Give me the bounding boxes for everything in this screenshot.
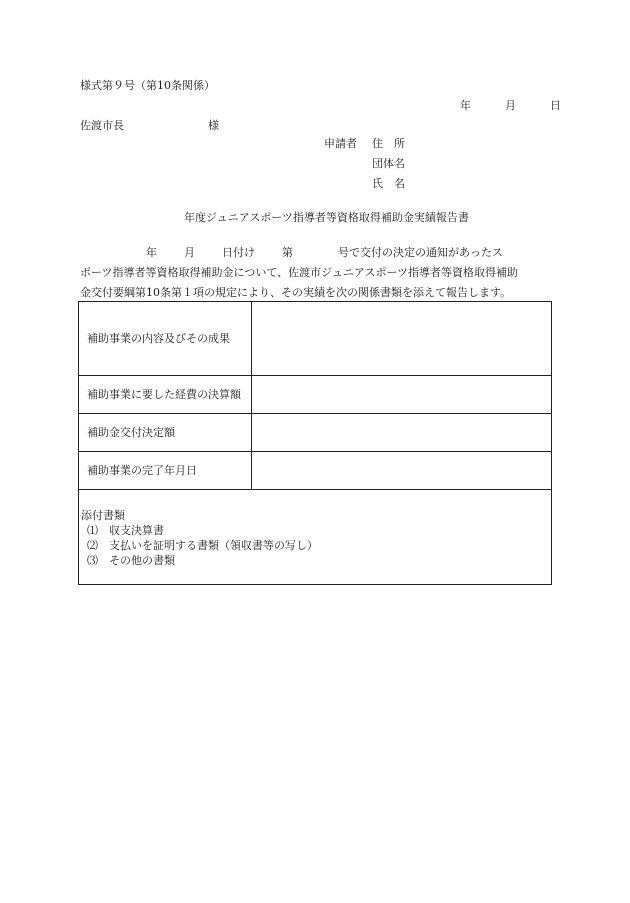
applicant-organization-label: 団体名 — [372, 157, 405, 170]
attachment-text: 収支決算書 — [109, 524, 164, 537]
attachments-title: 添付書類 — [81, 509, 125, 522]
row-value-completion-date[interactable] — [252, 452, 552, 490]
table-row — [79, 302, 552, 376]
list-item — [81, 523, 551, 538]
table-row — [79, 452, 552, 490]
addressee-honorific: 様 — [208, 119, 219, 132]
body-line-1-text: 号で交付の決定の通知があったス — [338, 246, 503, 259]
applicant-address-label: 住 所 — [372, 137, 405, 150]
report-body — [80, 246, 550, 306]
body-day: 日付け — [222, 246, 255, 259]
attachments-cell — [79, 490, 552, 585]
body-line-2: ポーツ指導者等資格取得補助金について、佐渡市ジュニアスポーツ指導者等資格取得補助 — [80, 266, 519, 279]
body-year: 年 — [146, 246, 157, 259]
row-value-grant-amount[interactable] — [252, 414, 552, 452]
body-line-1 — [80, 246, 550, 266]
body-number-prefix: 第 — [282, 246, 293, 259]
form-number-heading: 様式第９号（第10条関係） — [80, 79, 215, 92]
row-value-content-results[interactable] — [252, 302, 552, 376]
submission-date — [460, 99, 561, 112]
report-table — [78, 301, 552, 585]
table-row — [79, 414, 552, 452]
row-label-completion-date: 補助事業の完了年月日 — [79, 452, 252, 490]
list-item — [81, 538, 551, 553]
attachment-text: その他の書類 — [109, 554, 175, 567]
body-month: 月 — [184, 246, 195, 259]
attachment-number: ⑴ — [87, 524, 98, 537]
attachment-number: ⑵ — [87, 539, 98, 552]
applicant-block — [324, 137, 405, 197]
row-label-grant-amount: 補助金交付決定額 — [79, 414, 252, 452]
document-title: 年度ジュニアスポーツ指導者等資格取得補助金実績報告書 — [184, 211, 469, 224]
attachments-list — [79, 506, 551, 568]
attachment-text: 支払いを証明する書類（領収書等の写し） — [109, 539, 318, 552]
attachment-number: ⑶ — [87, 554, 98, 567]
date-day-label: 日 — [550, 99, 561, 112]
body-line-3: 金交付要綱第10条第１項の規定により、その実績を次の関係書類を添えて報告します。 — [80, 286, 512, 299]
applicant-label: 申請者 — [324, 137, 357, 150]
table-row — [79, 376, 552, 414]
addressee — [80, 119, 219, 132]
table-row — [79, 490, 552, 585]
applicant-name-label: 氏 名 — [372, 177, 405, 190]
date-year-label: 年 — [460, 99, 471, 112]
list-item — [81, 553, 551, 568]
addressee-name: 佐渡市長 — [80, 119, 124, 132]
row-value-expenses[interactable] — [252, 376, 552, 414]
row-label-expenses: 補助事業に要した経費の決算額 — [79, 376, 252, 414]
row-label-content-results: 補助事業の内容及びその成果 — [79, 302, 252, 376]
date-month-label: 月 — [505, 99, 516, 112]
